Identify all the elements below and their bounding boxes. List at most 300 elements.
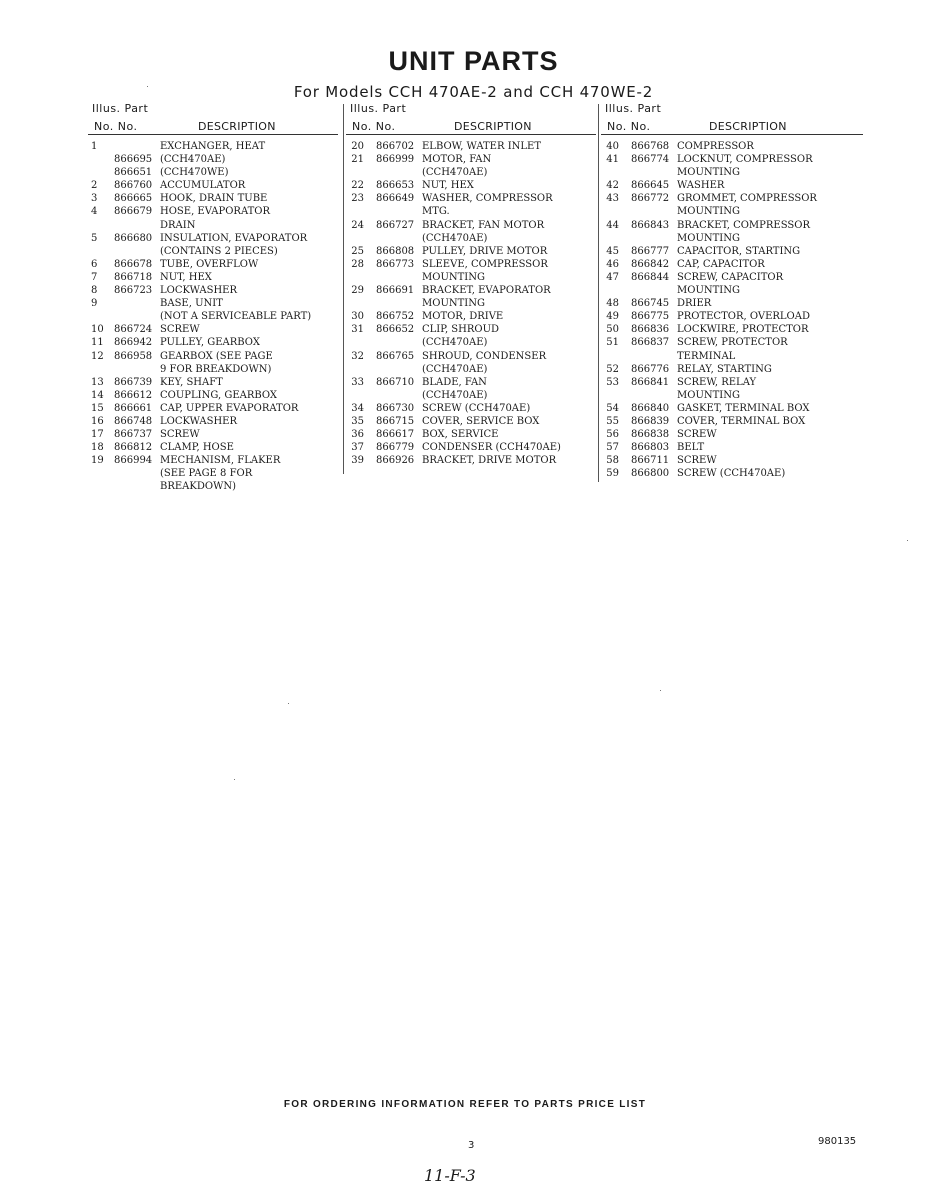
parts-row bbox=[601, 166, 851, 179]
part-number: 866800 bbox=[631, 468, 670, 480]
parts-row bbox=[346, 192, 596, 205]
header-no: No. No. bbox=[352, 120, 396, 133]
illus-number: 9 bbox=[91, 298, 98, 310]
parts-row bbox=[346, 271, 596, 284]
part-description: BRACKET, FAN MOTOR bbox=[422, 219, 545, 231]
header-rule bbox=[346, 134, 596, 135]
parts-row bbox=[88, 350, 338, 363]
parts-row bbox=[601, 205, 851, 218]
part-description: LOCKNUT, COMPRESSOR bbox=[677, 154, 813, 166]
part-number: 866999 bbox=[376, 154, 415, 166]
parts-row bbox=[601, 467, 851, 480]
part-description: BOX, SERVICE bbox=[422, 429, 499, 441]
illus-number: 11 bbox=[91, 337, 104, 349]
parts-row bbox=[601, 389, 851, 402]
part-description: MOUNTING bbox=[677, 206, 740, 218]
illus-number: 5 bbox=[91, 232, 98, 244]
part-number: 866727 bbox=[376, 219, 415, 231]
parts-row bbox=[601, 271, 851, 284]
parts-row bbox=[88, 232, 338, 245]
parts-row bbox=[601, 140, 851, 153]
illus-number: 55 bbox=[606, 415, 619, 427]
part-number: 866808 bbox=[376, 245, 415, 257]
parts-column-2 bbox=[346, 102, 596, 467]
part-description: MOTOR, DRIVE bbox=[422, 311, 504, 323]
part-description: BREAKDOWN) bbox=[160, 481, 237, 493]
header-description: DESCRIPTION bbox=[709, 120, 787, 133]
illus-number bbox=[88, 245, 110, 258]
illus-number bbox=[346, 271, 372, 284]
part-description: MECHANISM, FLAKER bbox=[160, 455, 281, 467]
header-description: DESCRIPTION bbox=[198, 120, 276, 133]
part-description: LOCKWASHER bbox=[160, 285, 238, 297]
part-description: BRACKET, COMPRESSOR bbox=[677, 219, 810, 231]
part-description: GROMMET, COMPRESSOR bbox=[677, 193, 817, 205]
part-number bbox=[372, 205, 422, 218]
illus-number: 32 bbox=[351, 350, 364, 362]
part-number: 866839 bbox=[631, 415, 670, 427]
header-rule bbox=[601, 134, 863, 135]
parts-row bbox=[601, 310, 851, 323]
parts-row bbox=[601, 350, 851, 363]
illus-number: 6 bbox=[91, 258, 98, 270]
parts-row bbox=[88, 402, 338, 415]
parts-row bbox=[346, 389, 596, 402]
part-description: SCREW bbox=[677, 429, 717, 441]
part-description: LOCKWIRE, PROTECTOR bbox=[677, 324, 809, 336]
part-number: 866994 bbox=[114, 455, 153, 467]
part-number: 866678 bbox=[114, 258, 153, 270]
parts-row bbox=[601, 245, 851, 258]
part-description: CAP, CAPACITOR bbox=[677, 258, 765, 270]
illus-number bbox=[601, 389, 627, 402]
parts-row bbox=[88, 389, 338, 402]
parts-row bbox=[88, 415, 338, 428]
part-description: PROTECTOR, OVERLOAD bbox=[677, 311, 810, 323]
part-number: 866841 bbox=[631, 376, 670, 388]
illus-number bbox=[601, 284, 627, 297]
illus-number: 24 bbox=[351, 219, 364, 231]
illus-number: 47 bbox=[606, 271, 619, 283]
parts-row bbox=[601, 376, 851, 389]
part-description: SHROUD, CONDENSER bbox=[422, 350, 547, 362]
part-number: 866844 bbox=[631, 271, 670, 283]
part-description: PULLEY, GEARBOX bbox=[160, 337, 260, 349]
parts-row bbox=[601, 402, 851, 415]
part-description: KEY, SHAFT bbox=[160, 376, 223, 388]
part-description: SCREW bbox=[160, 429, 200, 441]
part-description: CONDENSER (CCH470AE) bbox=[422, 442, 561, 454]
part-number: 866711 bbox=[631, 455, 670, 467]
illus-number: 35 bbox=[351, 415, 364, 427]
part-description: GASKET, TERMINAL BOX bbox=[677, 402, 810, 414]
part-description: CAP, UPPER EVAPORATOR bbox=[160, 402, 299, 414]
part-number: 866710 bbox=[376, 376, 415, 388]
part-number: 866702 bbox=[376, 141, 415, 152]
illus-number bbox=[88, 363, 110, 376]
scan-speck bbox=[660, 690, 661, 691]
illus-number: 4 bbox=[91, 206, 98, 218]
parts-row bbox=[88, 205, 338, 218]
part-description: MOUNTING bbox=[422, 298, 485, 310]
part-description: (CCH470AE) bbox=[422, 389, 488, 401]
parts-row bbox=[88, 441, 338, 454]
part-description: GEARBOX (SEE PAGE bbox=[160, 350, 273, 362]
part-description: MOUNTING bbox=[677, 167, 740, 179]
part-description: (NOT A SERVICEABLE PART) bbox=[160, 311, 312, 323]
illus-number bbox=[601, 232, 627, 245]
parts-row bbox=[601, 363, 851, 376]
part-number: 866760 bbox=[114, 180, 153, 192]
illus-number bbox=[346, 166, 372, 179]
illus-number: 53 bbox=[606, 376, 619, 388]
part-number bbox=[627, 205, 677, 218]
scan-speck bbox=[288, 703, 289, 704]
parts-row bbox=[601, 428, 851, 441]
part-number: 866665 bbox=[114, 193, 153, 205]
illus-number: 15 bbox=[91, 402, 104, 414]
parts-row bbox=[601, 336, 851, 349]
parts-row bbox=[346, 245, 596, 258]
illus-number: 29 bbox=[351, 285, 364, 297]
scan-speck bbox=[907, 540, 908, 541]
column-header bbox=[88, 102, 338, 136]
part-description: WASHER, COMPRESSOR bbox=[422, 193, 553, 205]
illus-number bbox=[346, 336, 372, 349]
part-number: 866715 bbox=[376, 415, 415, 427]
illus-number bbox=[346, 389, 372, 402]
part-description: SCREW (CCH470AE) bbox=[422, 402, 531, 414]
part-number bbox=[372, 336, 422, 349]
parts-row bbox=[346, 140, 596, 153]
parts-row bbox=[346, 376, 596, 389]
part-description: BLADE, FAN bbox=[422, 376, 487, 388]
parts-row bbox=[346, 402, 596, 415]
illus-number: 16 bbox=[91, 415, 104, 427]
document-number: 980135 bbox=[818, 1136, 857, 1147]
part-number: 866652 bbox=[376, 324, 415, 336]
parts-row bbox=[88, 428, 338, 441]
part-description: COVER, SERVICE BOX bbox=[422, 415, 540, 427]
illus-number: 21 bbox=[351, 154, 364, 166]
part-description: RELAY, STARTING bbox=[677, 363, 772, 375]
parts-row bbox=[88, 323, 338, 336]
header-description: DESCRIPTION bbox=[454, 120, 532, 133]
part-description: ELBOW, WATER INLET bbox=[422, 141, 542, 152]
illus-number: 20 bbox=[351, 141, 364, 152]
illus-number: 22 bbox=[351, 180, 364, 192]
illus-number bbox=[346, 232, 372, 245]
part-number: 866680 bbox=[114, 232, 153, 244]
part-number: 866617 bbox=[376, 429, 415, 441]
illus-number: 1 bbox=[91, 141, 98, 152]
parts-row bbox=[88, 467, 338, 480]
illus-number: 25 bbox=[351, 245, 364, 257]
part-number: 866737 bbox=[114, 429, 153, 441]
illus-number: 33 bbox=[351, 376, 364, 388]
illus-number: 57 bbox=[606, 442, 619, 454]
illus-number: 12 bbox=[91, 350, 104, 362]
handwritten-note: 11-F-3 bbox=[424, 1166, 476, 1185]
part-description: BRACKET, EVAPORATOR bbox=[422, 285, 551, 297]
illus-number: 31 bbox=[351, 324, 364, 336]
scan-speck bbox=[234, 779, 235, 780]
parts-row bbox=[88, 284, 338, 297]
illus-number: 41 bbox=[606, 154, 619, 166]
part-number: 866840 bbox=[631, 402, 670, 414]
parts-row bbox=[601, 258, 851, 271]
illus-number: 54 bbox=[606, 402, 619, 414]
part-description: SCREW, PROTECTOR bbox=[677, 337, 788, 349]
part-number bbox=[110, 245, 160, 258]
parts-row bbox=[346, 428, 596, 441]
part-description: COVER, TERMINAL BOX bbox=[677, 415, 806, 427]
illus-number bbox=[346, 205, 372, 218]
column-divider bbox=[598, 104, 599, 482]
parts-row bbox=[88, 480, 338, 493]
part-number: 866765 bbox=[376, 350, 415, 362]
parts-row bbox=[346, 219, 596, 232]
part-description: SCREW bbox=[677, 455, 717, 467]
parts-row bbox=[601, 179, 851, 192]
column-header bbox=[601, 102, 851, 136]
part-description: ACCUMULATOR bbox=[160, 180, 246, 192]
illus-number: 45 bbox=[606, 245, 619, 257]
illus-number: 40 bbox=[606, 141, 619, 152]
part-number: 866739 bbox=[114, 376, 153, 388]
illus-number: 13 bbox=[91, 376, 104, 388]
part-description: MOUNTING bbox=[677, 285, 740, 297]
illus-number bbox=[88, 153, 110, 166]
part-number: 866773 bbox=[376, 258, 415, 270]
illus-number: 37 bbox=[351, 442, 364, 454]
part-number bbox=[627, 284, 677, 297]
part-number: 866724 bbox=[114, 324, 153, 336]
part-number: 866843 bbox=[631, 219, 670, 231]
illus-number: 39 bbox=[351, 455, 364, 467]
parts-row bbox=[601, 153, 851, 166]
part-description: CLIP, SHROUD bbox=[422, 324, 500, 336]
parts-row bbox=[346, 166, 596, 179]
part-description: (CONTAINS 2 PIECES) bbox=[160, 245, 278, 257]
illus-number: 30 bbox=[351, 311, 364, 323]
ordering-info-footer: FOR ORDERING INFORMATION REFER TO PARTS PRICE LIST bbox=[283, 1099, 647, 1110]
part-description: BRACKET, DRIVE MOTOR bbox=[422, 455, 557, 467]
parts-row bbox=[88, 310, 338, 323]
header-no: No. No. bbox=[94, 120, 138, 133]
parts-row bbox=[346, 284, 596, 297]
part-number bbox=[110, 310, 160, 323]
parts-row bbox=[346, 153, 596, 166]
part-number: 866661 bbox=[114, 402, 153, 414]
part-number bbox=[372, 232, 422, 245]
part-number bbox=[110, 140, 160, 153]
part-description: SCREW (CCH470AE) bbox=[677, 468, 786, 480]
part-number bbox=[372, 389, 422, 402]
part-number: 866748 bbox=[114, 415, 153, 427]
parts-row bbox=[88, 245, 338, 258]
part-number bbox=[372, 297, 422, 310]
illus-number: 7 bbox=[91, 271, 98, 283]
part-number bbox=[627, 232, 677, 245]
parts-list bbox=[346, 140, 596, 467]
illus-number: 58 bbox=[606, 455, 619, 467]
parts-row bbox=[346, 363, 596, 376]
part-number: 866612 bbox=[114, 389, 153, 401]
part-description: (CCH470AE) bbox=[422, 232, 488, 244]
part-number: 866838 bbox=[631, 429, 670, 441]
illus-number: 28 bbox=[351, 258, 364, 270]
parts-row bbox=[601, 219, 851, 232]
part-number: 866942 bbox=[114, 337, 153, 349]
illus-number: 42 bbox=[606, 180, 619, 192]
parts-row bbox=[346, 179, 596, 192]
part-description: MOUNTING bbox=[422, 271, 485, 283]
part-description: (SEE PAGE 8 FOR bbox=[160, 468, 253, 480]
part-number: 866745 bbox=[631, 298, 670, 310]
illus-number: 14 bbox=[91, 389, 104, 401]
illus-number bbox=[88, 166, 110, 179]
part-number: 866695 bbox=[114, 154, 153, 166]
part-description: SCREW bbox=[160, 324, 200, 336]
parts-row bbox=[88, 454, 338, 467]
illus-number: 10 bbox=[91, 324, 104, 336]
part-number bbox=[110, 219, 160, 232]
part-description: TUBE, OVERFLOW bbox=[160, 258, 259, 270]
part-description: DRIER bbox=[677, 298, 712, 310]
parts-row bbox=[601, 454, 851, 467]
part-number: 866653 bbox=[376, 180, 415, 192]
parts-row bbox=[88, 153, 338, 166]
part-description: WASHER bbox=[677, 180, 725, 192]
illus-number: 2 bbox=[91, 180, 98, 192]
part-number: 866718 bbox=[114, 271, 153, 283]
parts-row bbox=[88, 166, 338, 179]
parts-column-3 bbox=[601, 102, 851, 480]
parts-row bbox=[88, 258, 338, 271]
illus-number: 59 bbox=[606, 468, 619, 480]
page-number: 3 bbox=[468, 1140, 475, 1151]
part-description: MOTOR, FAN bbox=[422, 154, 492, 166]
part-description: 9 FOR BREAKDOWN) bbox=[160, 363, 272, 375]
parts-row bbox=[346, 205, 596, 218]
illus-number: 46 bbox=[606, 258, 619, 270]
header-illus-part: Illus. Part bbox=[92, 102, 149, 115]
parts-row bbox=[346, 441, 596, 454]
part-number: 866803 bbox=[631, 442, 670, 454]
part-description: BELT bbox=[677, 442, 705, 454]
parts-row bbox=[346, 323, 596, 336]
part-number: 866730 bbox=[376, 402, 415, 414]
part-description: (CCH470AE) bbox=[422, 167, 488, 179]
part-number: 866842 bbox=[631, 258, 670, 270]
parts-row bbox=[346, 297, 596, 310]
part-description: MOUNTING bbox=[677, 232, 740, 244]
part-number bbox=[372, 166, 422, 179]
parts-row bbox=[601, 323, 851, 336]
parts-row bbox=[88, 219, 338, 232]
parts-row bbox=[346, 415, 596, 428]
parts-list bbox=[601, 140, 851, 480]
part-description: NUT, HEX bbox=[422, 180, 474, 192]
illus-number bbox=[601, 350, 627, 363]
part-number: 866774 bbox=[631, 154, 670, 166]
part-description: SCREW, CAPACITOR bbox=[677, 271, 784, 283]
header-illus-part: Illus. Part bbox=[350, 102, 407, 115]
part-number: 866777 bbox=[631, 245, 670, 257]
parts-row bbox=[88, 336, 338, 349]
illus-number bbox=[346, 363, 372, 376]
parts-list bbox=[88, 140, 338, 494]
part-number: 866837 bbox=[631, 337, 670, 349]
part-number: 866679 bbox=[114, 206, 153, 218]
part-description: LOCKWASHER bbox=[160, 415, 238, 427]
part-description: COUPLING, GEARBOX bbox=[160, 389, 278, 401]
part-description: (CCH470AE) bbox=[160, 154, 226, 166]
illus-number bbox=[88, 480, 110, 493]
illus-number: 44 bbox=[606, 219, 619, 231]
part-description: PULLEY, DRIVE MOTOR bbox=[422, 245, 548, 257]
parts-row bbox=[88, 297, 338, 310]
parts-row bbox=[88, 192, 338, 205]
part-number: 866958 bbox=[114, 350, 153, 362]
part-number: 866691 bbox=[376, 285, 415, 297]
part-description: INSULATION, EVAPORATOR bbox=[160, 232, 308, 244]
part-description: DRAIN bbox=[160, 219, 196, 231]
illus-number: 18 bbox=[91, 442, 104, 454]
part-description: EXCHANGER, HEAT bbox=[160, 141, 266, 152]
part-number: 866649 bbox=[376, 193, 415, 205]
part-number bbox=[372, 271, 422, 284]
parts-column-1 bbox=[88, 102, 338, 494]
part-description: SCREW, RELAY bbox=[677, 376, 757, 388]
part-number: 866768 bbox=[631, 141, 670, 152]
illus-number bbox=[88, 219, 110, 232]
part-number: 866752 bbox=[376, 311, 415, 323]
part-number bbox=[627, 389, 677, 402]
illus-number bbox=[346, 297, 372, 310]
part-description: HOSE, EVAPORATOR bbox=[160, 206, 271, 218]
illus-number bbox=[88, 467, 110, 480]
illus-number: 3 bbox=[91, 193, 98, 205]
parts-row bbox=[601, 297, 851, 310]
parts-row bbox=[346, 350, 596, 363]
illus-number: 23 bbox=[351, 193, 364, 205]
part-description: MOUNTING bbox=[677, 389, 740, 401]
part-number: 866836 bbox=[631, 324, 670, 336]
illus-number: 34 bbox=[351, 402, 364, 414]
part-description: NUT, HEX bbox=[160, 271, 212, 283]
scan-speck bbox=[147, 86, 148, 87]
illus-number: 51 bbox=[606, 337, 619, 349]
illus-number: 8 bbox=[91, 285, 98, 297]
illus-number bbox=[601, 205, 627, 218]
parts-row bbox=[601, 441, 851, 454]
parts-row bbox=[346, 310, 596, 323]
page-title: UNIT PARTS bbox=[388, 46, 559, 76]
parts-row bbox=[88, 363, 338, 376]
parts-row bbox=[346, 258, 596, 271]
part-description: SLEEVE, COMPRESSOR bbox=[422, 258, 548, 270]
part-number bbox=[627, 166, 677, 179]
part-number: 866812 bbox=[114, 442, 153, 454]
part-number: 866779 bbox=[376, 442, 415, 454]
column-divider bbox=[343, 104, 344, 474]
part-number bbox=[110, 467, 160, 480]
part-description: TERMINAL bbox=[677, 350, 736, 362]
part-description: (CCH470WE) bbox=[160, 167, 229, 179]
page-subtitle: For Models CCH 470AE-2 and CCH 470WE-2 bbox=[293, 83, 654, 101]
